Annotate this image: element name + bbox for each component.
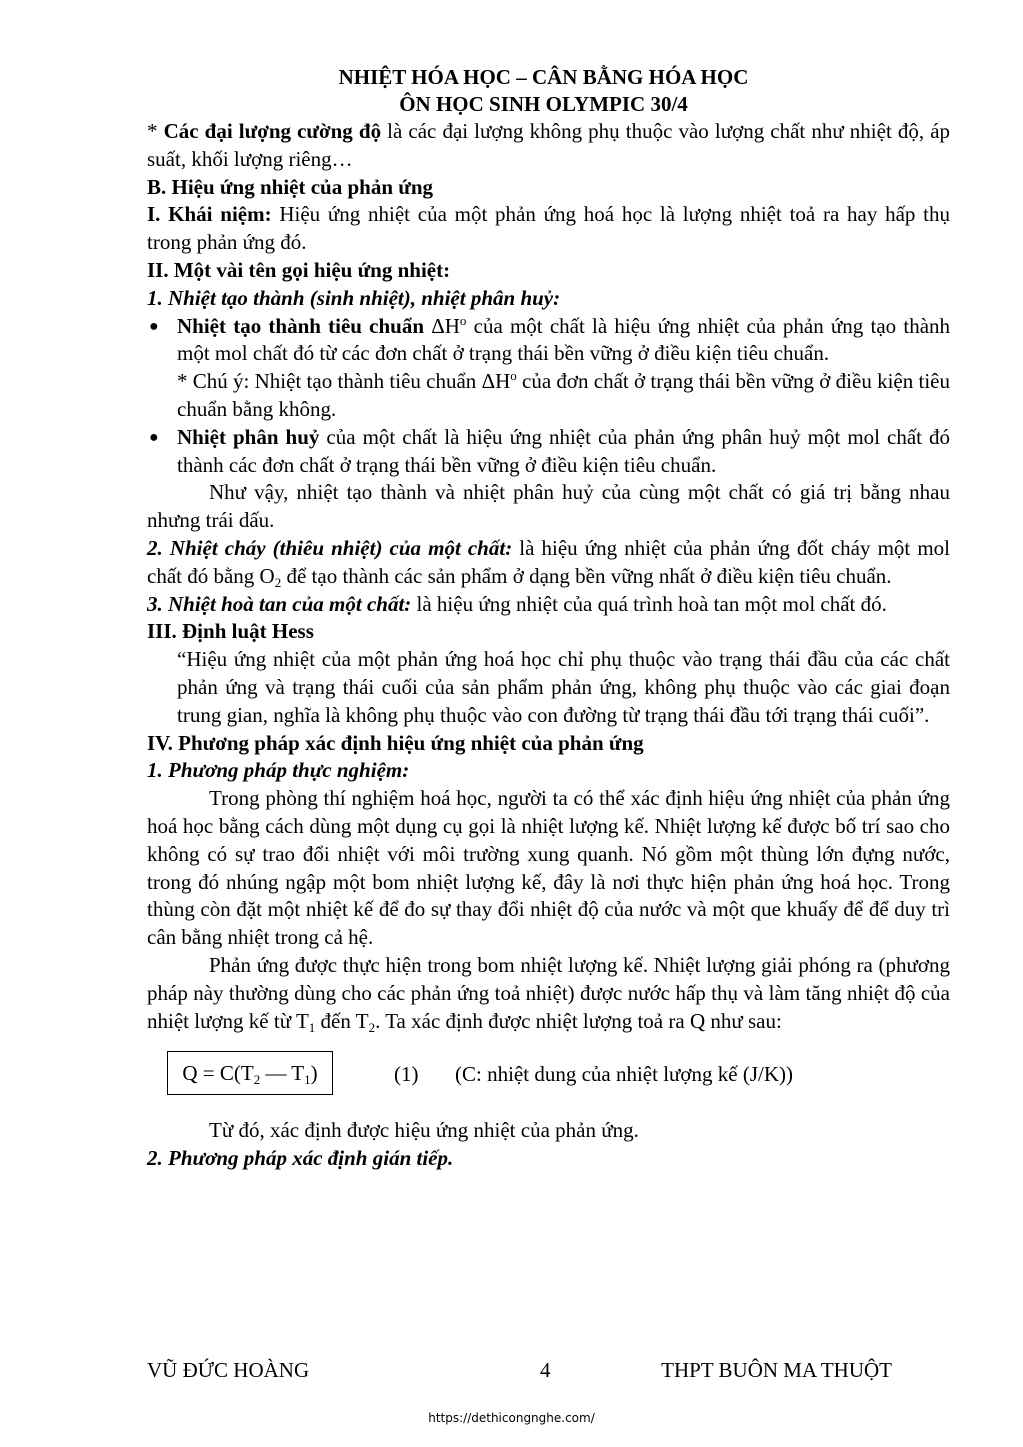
bullet-decomposition: ● Nhiệt phân huỷ của một chất là hiệu ứng nhiệt của phản ứng phân huỷ một mol chất đó thành các đơn chất ở trạng thái bền vững ở điều kiện tiêu chuẩn. <box>149 424 951 477</box>
subsection-3-dissolution: 3. Nhiệt hoà tan của một chất: là hiệu ứng nhiệt của quá trình hoà tan một mol chất đó. <box>147 591 887 616</box>
formula-row <box>147 1051 950 1101</box>
subsection-2-combustion: 2. Nhiệt cháy (thiêu nhiệt) của một chất: là hiệu ứng nhiệt của phản ứng đốt cháy một mol chất đó bằng $O_2$ để tạo thành các sản phẩm ở dạng bền vững nhất ở điều kiện tiêu chuẩn. <box>147 535 950 590</box>
hess-law-quote: “Hiệu ứng nhiệt của một phản ứng hoá học chỉ phụ thuộc vào trạng thái đầu của các chất phản ứng và trạng thái cuối của sản phẩm phản ứng, không phụ thuộc vào các giai đoạn trung gian, nghĩa là không phụ thuộc vào con đường từ trạng thái đầu tới trạng thái cuối”. <box>177 647 950 727</box>
bullet-standard-formation: ● Nhiệt tạo thành tiêu chuẩn $\Delta H^o$ của một chất là hiệu ứng nhiệt của phản ứng tạo thành một mol chất đó từ các đơn chất ở trạng thái bền vững ở điều kiện tiêu chuẩn. <box>149 312 951 366</box>
subsection-1-heading: 1. Nhiệt tạo thành (sinh nhiệt), nhiệt phân huỷ: <box>147 285 561 310</box>
bullet-dot-icon: ● <box>149 428 159 446</box>
doc-title-line-1: NHIỆT HÓA HỌC – CÂN BẰNG HÓA HỌC <box>338 65 749 89</box>
footer-school: THPT BUÔN MA THUỘT <box>661 1358 892 1382</box>
formula-note: (C: nhiệt dung của nhiệt lượng kế (J/K)) <box>455 1062 793 1087</box>
section-i-concept: I. Khái niệm: Hiệu ứng nhiệt của một phản ứng hoá học là lượng nhiệt toả ra hay hấp thụ trong phản ứng đó. <box>147 202 951 255</box>
section-ii-heading: II. Một vài tên gọi hiệu ứng nhiệt: <box>147 257 451 282</box>
source-url: https://dethicongnghe.com/ <box>428 1411 595 1425</box>
section-i-heading: I. Khái niệm: <box>147 202 272 227</box>
document-body <box>147 64 950 1173</box>
footer-page-number: 4 <box>540 1358 551 1382</box>
formula-box: $Q = C(T_2$ — $T_1$) <box>167 1051 333 1095</box>
paragraph-summary: Như vậy, nhiệt tạo thành và nhiệt phân huỷ của cùng một chất có giá trị bằng nhau nhưng trái dấu. <box>147 480 950 533</box>
page-footer <box>147 1357 892 1385</box>
paragraph-conclusion: Từ đó, xác định được hiệu ứng nhiệt của phản ứng. <box>209 1118 639 1143</box>
doc-title-line-2: ÔN HỌC SINH OLYMPIC 30/4 <box>399 92 688 116</box>
bullet-dot-icon: ● <box>149 317 159 335</box>
section-iv-heading: IV. Phương pháp xác định hiệu ứng nhiệt của phản ứng <box>147 730 644 755</box>
paragraph-reaction: Phản ứng được thực hiện trong bom nhiệt lượng kế. Nhiệt lượng giải phóng ra (phương pháp này thường dùng cho các phản ứng toả nhiệt) được nước hấp thụ và làm tăng nhiệt độ của nhiệt lượng kế từ $T_1$ đến $T_2$. Ta xác định được nhiệt lượng toả ra Q như sau: <box>147 952 950 1035</box>
section-b-heading: B. Hiệu ứng nhiệt của phản ứng <box>147 174 434 199</box>
footer-author: VŨ ĐỨC HOÀNG <box>147 1358 310 1382</box>
term-intensive: Các đại lượng cường độ <box>163 119 382 143</box>
section-iii-heading: III. Định luật Hess <box>147 619 314 644</box>
subsection-iv-2-heading: 2. Phương pháp xác định gián tiếp. <box>147 1146 454 1171</box>
paragraph-calorimeter: Trong phòng thí nghiệm hoá học, người ta có thể xác định hiệu ứng nhiệt của phản ứng hoá học bằng cách dùng một dụng cụ gọi là nhiệt lượng kế. Nhiệt lượng kế được bố trí sao cho không có sự trao đổi nhiệt với môi trường xung quanh. Nó gồm một thùng lớn đựng nước, trong đó nhúng ngập một bom nhiệt lượng kế, đây là nơi thực hiện phản ứng hoá học. Trong thùng còn đặt một nhiệt kế để đo sự thay đổi nhiệt độ của nước và một que khuấy để để duy trì cân bằng nhiệt trong cả hệ. <box>147 786 950 950</box>
note-standard-element: * Chú ý: Nhiệt tạo thành tiêu chuẩn $\Delta H^o$ của đơn chất ở trạng thái bền vững ở điều kiện tiêu chuẩn bằng không. <box>177 368 950 421</box>
paragraph-intensive-quantities: * Các đại lượng cường độ là các đại lượng không phụ thuộc vào lượng chất như nhiệt độ, áp suất, khối lượng riêng… <box>147 119 951 171</box>
subsection-iv-1-heading: 1. Phương pháp thực nghiệm: <box>147 758 410 783</box>
formula-number: (1) <box>394 1062 419 1087</box>
